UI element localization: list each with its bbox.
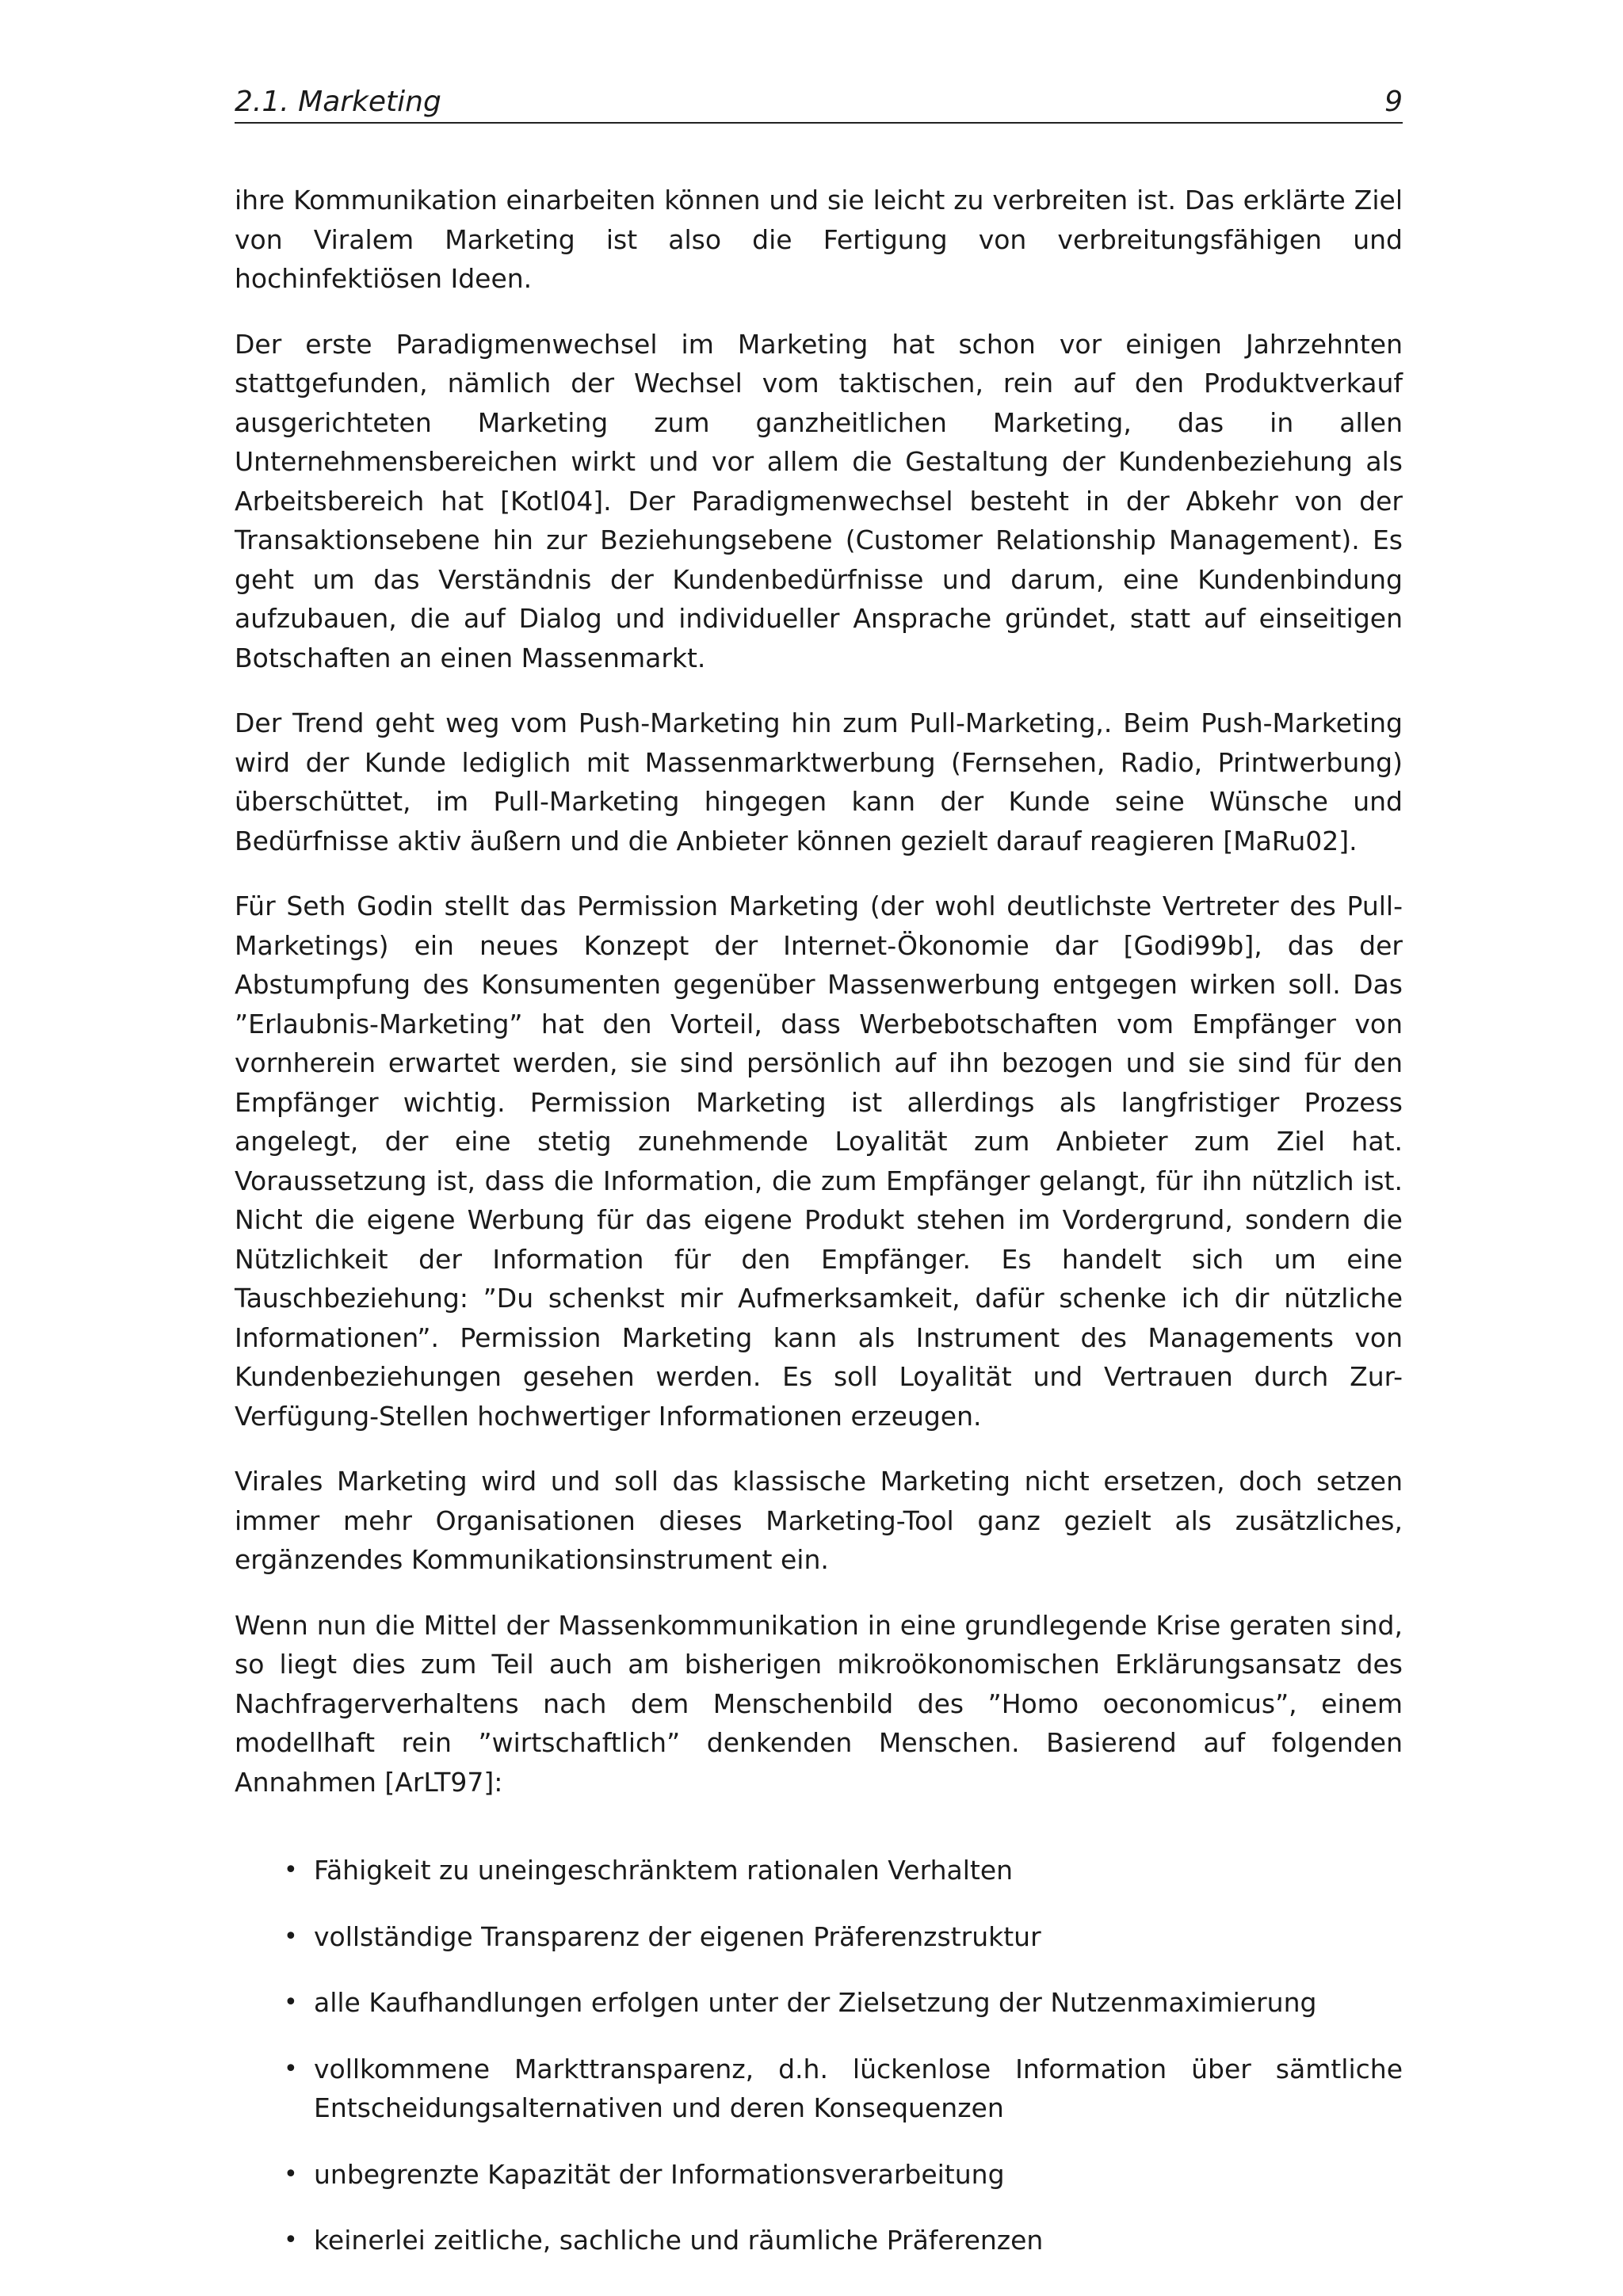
- list-item: [235, 2155, 1403, 2195]
- running-header: [235, 82, 1403, 124]
- list-item-text: vollständige Transparenz der eigenen Präferenzstruktur: [314, 1920, 1041, 1952]
- list-item-text: keinerlei zeitliche, sachliche und räumliche Präferenzen: [314, 2225, 1044, 2256]
- paragraph: Der erste Paradigmenwechsel im Marketing hat schon vor einigen Jahrzehnten stattgefunden, nämlich der Wechsel vom taktischen, rein auf den Produktverkauf ausgerichteten Marketing zum ganzheitlichen Marketing, das in allen Unternehmensbereichen wirkt und vor allem die Gestaltung der Kundenbeziehung als Arbeitsbereich hat [Kotl04]. Der Paradigmenwechsel besteht in der Abkehr von der Transaktionsebene hin zur Beziehungsebene (Customer Relationship Management). Es geht um das Verständnis der Kundenbedürfnisse und darum, eine Kundenbindung aufzubauen, die auf Dialog und individueller Ansprache gründet, statt auf einseitigen Botschaften an einen Massenmarkt.: [235, 328, 1403, 673]
- bullet-icon: •: [284, 2160, 298, 2188]
- paragraph: Wenn nun die Mittel der Massenkommunikation in eine grundlegende Krise geraten sind, so liegt dies zum Teil auch am bisherigen mikroökonomischen Erklärungsansatz des Nachfragerverhaltens nach dem Menschenbild des ”Homo oeconomicus”, einem modellhaft rein ”wirtschaftlich” denkenden Menschen. Basierend auf folgenden Annahmen [ArLT97]:: [235, 1609, 1403, 1798]
- paragraph: Für Seth Godin stellt das Permission Marketing (der wohl deutlichste Vertreter des Pull-Marketings) ein neues Konzept der Internet-Ökonomie dar [Godi99b], das der Abstumpfung des Konsumenten gegenüber Massenwerbung entgegen wirken soll. Das ”Erlaubnis-Marketing” hat den Vorteil, dass Werbebotschaften vom Empfänger von vornherein erwartet werden, sie sind persönlich auf ihn bezogen und sie sind für den Empfänger wichtig. Permission Marketing ist allerdings als langfristiger Prozess angelegt, der eine stetig zunehmende Loyalität zum Anbieter zum Ziel hat. Voraussetzung ist, dass die Information, die zum Empfänger gelangt, für ihn nützlich ist. Nicht die eigene Werbung für das eigene Produkt stehen im Vordergrund, sondern die Nützlichkeit der Information für den Empfänger. Es handelt sich um eine Tauschbeziehung: ”Du schenkst mir Aufmerksamkeit, dafür schenke ich dir nützliche Informationen”. Permission Marketing kann als Instrument des Managements von Kundenbeziehungen gesehen werden. Es soll Loyalität und Vertrauen durch Zur-Verfügung-Stellen hochwertiger Informationen erzeugen.: [235, 891, 1403, 1432]
- bullet-icon: •: [284, 2226, 298, 2254]
- document-page: [235, 82, 1403, 2287]
- list-item-text: vollkommene Markttransparenz, d.h. lückenlose Information über sämtliche Entscheidungsalternativen und deren Konsequenzen: [314, 2053, 1403, 2123]
- list-item-text: unbegrenzte Kapazität der Informationsverarbeitung: [314, 2158, 1005, 2190]
- body-text: [235, 181, 1403, 1802]
- assumption-list: [235, 1851, 1403, 2260]
- paragraph: ihre Kommunikation einarbeiten können und sie leicht zu verbreiten ist. Das erklärte Ziel von Viralem Marketing ist also die Fertigung von verbreitungsfähigen und hochinfektiösen Ideen.: [235, 185, 1403, 294]
- paragraph: Virales Marketing wird und soll das klassische Marketing nicht ersetzen, doch setzen immer mehr Organisationen dieses Marketing-Tool ganz gezielt als zusätzliches, ergänzendes Kommunikationsinstrument ein.: [235, 1466, 1403, 1575]
- list-item-text: alle Kaufhandlungen erfolgen unter der Zielsetzung der Nutzenmaximierung: [314, 1987, 1317, 2018]
- list-item: [235, 1851, 1403, 1890]
- page-number: 9: [1384, 86, 1403, 118]
- bullet-icon: •: [284, 1989, 298, 2016]
- list-item: [235, 2050, 1403, 2128]
- paragraph: Der Trend geht weg vom Push-Marketing hin zum Pull-Marketing,. Beim Push-Marketing wird der Kunde lediglich mit Massenmarktwerbung (Fernsehen, Radio, Printwerbung) überschüttet, im Pull-Marketing hingegen kann der Kunde seine Wünsche und Bedürfnisse aktiv äußern und die Anbieter können gezielt darauf reagieren [MaRu02].: [235, 707, 1403, 856]
- bullet-icon: •: [284, 2054, 298, 2083]
- list-item: [235, 1917, 1403, 1957]
- list-item: [235, 2221, 1403, 2260]
- list-item: [235, 1983, 1403, 2023]
- section-title: 2.1. Marketing: [235, 86, 441, 118]
- list-item-text: Fähigkeit zu uneingeschränktem rationalen Verhalten: [314, 1855, 1014, 1886]
- bullet-icon: •: [284, 1856, 298, 1884]
- bullet-icon: •: [284, 1922, 298, 1951]
